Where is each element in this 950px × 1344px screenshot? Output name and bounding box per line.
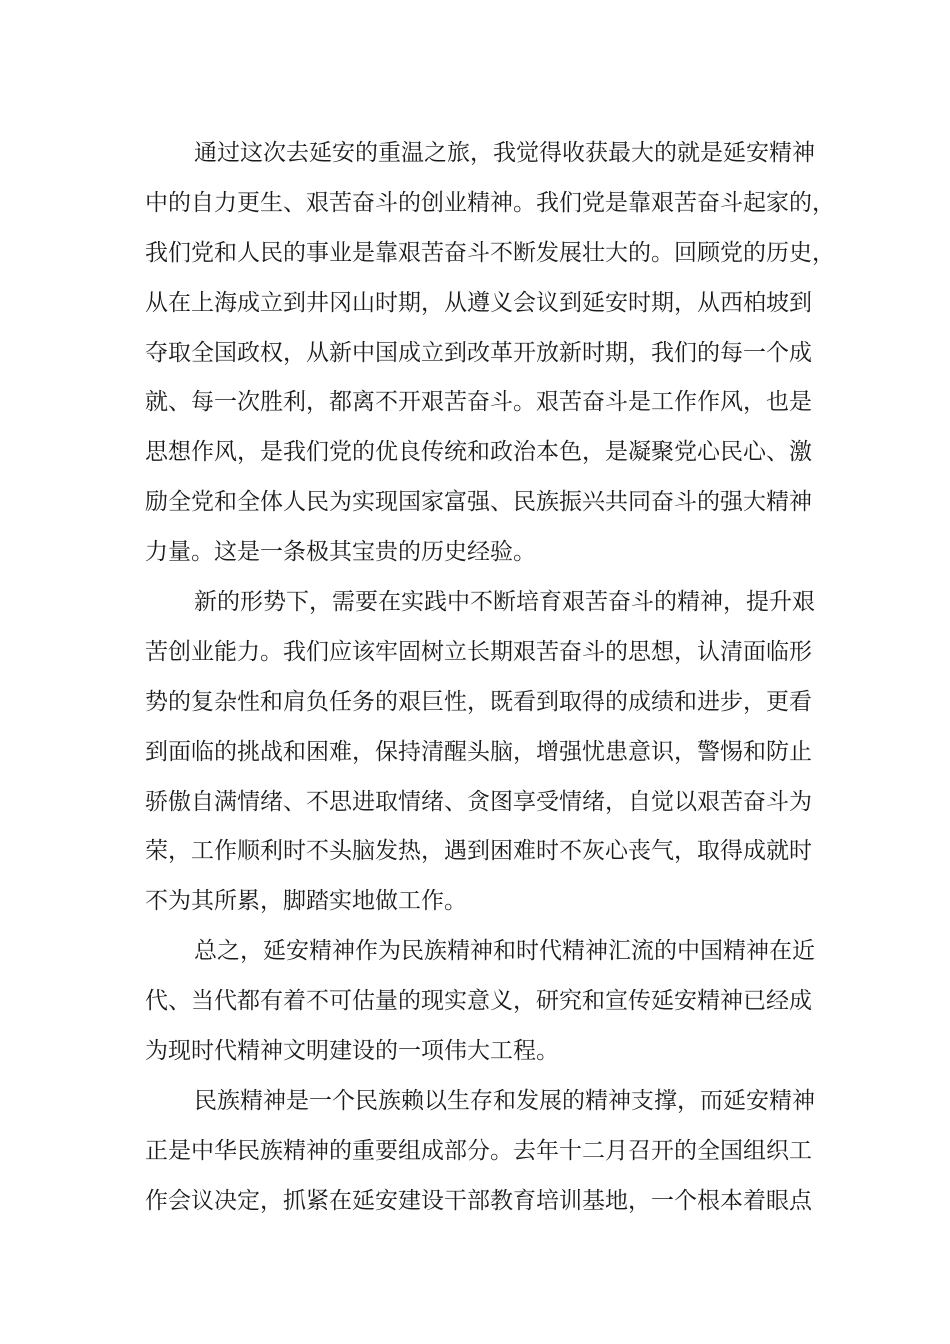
p4-line-2: 正是中华民族精神的重要组成部分。去年十二月召开的全国组织工 (145, 1138, 812, 1164)
p1-line-3: 我们党和人民的事业是靠艰苦奋斗不断发展壮大的。回顾党的历史， (145, 240, 835, 266)
p1-line-1: 通过这次去延安的重温之旅，我觉得收获最大的就是延安精神 (194, 140, 815, 166)
p3-line-3: 为现时代精神文明建设的一项伟大工程。 (145, 1038, 559, 1064)
p2-line-6: 荣，工作顺利时不头脑发热，遇到困难时不灰心丧气，取得成就时 (145, 838, 812, 864)
p2-line-1: 新的形势下，需要在实践中不断培育艰苦奋斗的精神，提升艰 (194, 589, 815, 615)
p3-line-1: 总之，延安精神作为民族精神和时代精神汇流的中国精神在近 (194, 938, 815, 964)
p1-line-4: 从在上海成立到井冈山时期，从遵义会议到延安时期，从西柏坡到 (145, 290, 812, 316)
p2-line-3: 势的复杂性和肩负任务的艰巨性，既看到取得的成绩和进步，更看 (145, 689, 812, 715)
p1-line-7: 思想作风，是我们党的优良传统和政治本色，是凝聚党心民心、激 (145, 439, 812, 465)
p2-line-2: 苦创业能力。我们应该牢固树立长期艰苦奋斗的思想，认清面临形 (145, 639, 812, 665)
p4-line-1: 民族精神是一个民族赖以生存和发展的精神支撑，而延安精神 (194, 1088, 815, 1114)
p2-line-4: 到面临的挑战和困难，保持清醒头脑，增强忧患意识，警惕和防止 (145, 739, 812, 765)
p3-line-2: 代、当代都有着不可估量的现实意义，研究和宣传延安精神已经成 (145, 988, 812, 1014)
p1-line-9: 力量。这是一条极其宝贵的历史经验。 (145, 539, 536, 565)
p1-line-5: 夺取全国政权，从新中国成立到改革开放新时期，我们的每一个成 (145, 340, 812, 366)
p4-line-3: 作会议决定，抓紧在延安建设干部教育培训基地，一个根本着眼点 (145, 1188, 812, 1214)
p1-line-2: 中的自力更生、艰苦奋斗的创业精神。我们党是靠艰苦奋斗起家的， (145, 190, 835, 216)
p2-line-5: 骄傲自满情绪、不思进取情绪、贪图享受情绪，自觉以艰苦奋斗为 (145, 789, 812, 815)
p1-line-8: 励全党和全体人民为实现国家富强、民族振兴共同奋斗的强大精神 (145, 489, 812, 515)
p1-line-6: 就、每一次胜利，都离不开艰苦奋斗。艰苦奋斗是工作作风，也是 (145, 389, 812, 415)
p2-line-7: 不为其所累，脚踏实地做工作。 (145, 888, 467, 914)
